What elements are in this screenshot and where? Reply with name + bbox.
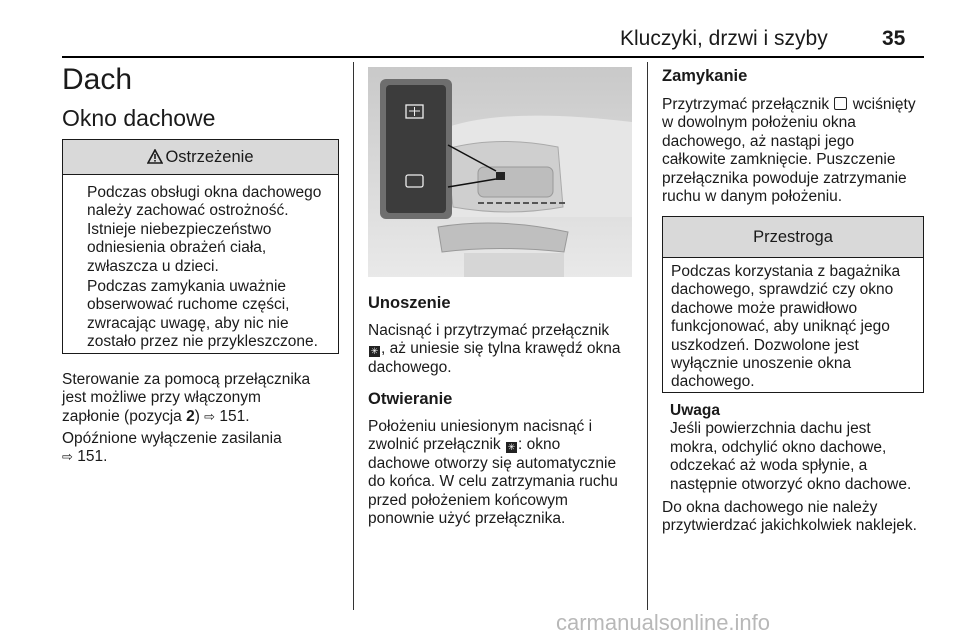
running-header-title: Kluczyki, drzwi i szyby <box>620 27 828 50</box>
text-line: Jeśli powierzchnia dachu jest <box>670 420 871 438</box>
note-block <box>670 402 911 494</box>
text-segment: zapłonie (pozycja <box>62 407 187 425</box>
warning-paragraph-2 <box>87 278 318 352</box>
text-line: przytwierdzać jakichkolwiek naklejek. <box>662 517 917 535</box>
text-line: należy zachować ostrożność. <box>87 202 289 220</box>
text-line <box>662 96 916 114</box>
text-line: Podczas obsługi okna dachowego <box>87 184 322 201</box>
text-line: odczekać aż woda spłynie, a <box>670 457 868 475</box>
text-line: dachowego. <box>671 373 755 391</box>
text-line: funkcjonować, aby uniknąć jego <box>671 318 890 336</box>
caution-box-header: Przestroga <box>663 217 923 258</box>
text-line: przed położeniem końcowym <box>368 491 568 509</box>
text-line: Istnieje niebezpieczeństwo <box>87 220 272 238</box>
warning-box <box>62 139 339 354</box>
section-heading: Dach <box>62 63 133 96</box>
paragraph-otwieranie <box>368 418 618 528</box>
body-paragraph-delayed-power <box>62 430 282 467</box>
text-line: dachowego, sprawdzić czy okno <box>671 281 894 299</box>
paragraph-unoszenie <box>368 322 621 377</box>
page-number: 35 <box>882 27 906 50</box>
sunroof-switch-illustration <box>368 67 632 277</box>
text-line: zwłaszcza u dzieci. <box>87 257 219 275</box>
page-reference-arrow-icon: ⇨ <box>62 449 73 465</box>
text-line: zwracając uwagę, aby nic nie <box>87 314 289 332</box>
text-line: Położeniu uniesionym nacisnąć i <box>368 418 593 435</box>
caution-box <box>662 216 924 393</box>
close-switch-icon <box>834 97 847 110</box>
text-line: obserwować ruchome części, <box>87 296 290 314</box>
heading-zamykanie: Zamykanie <box>662 67 748 85</box>
position-number: 2 <box>186 407 195 425</box>
text-line: do końca. W celu zatrzymania ruchu <box>368 473 618 491</box>
text-line <box>368 340 621 358</box>
text-line: w dowolnym położeniu okna <box>662 114 856 132</box>
open-switch-icon: ✳ <box>507 442 516 453</box>
page-reference-link[interactable]: 151. <box>72 448 108 466</box>
text-line: wyłącznie unoszenie okna <box>671 355 852 373</box>
text-line: ponownie użyć przełącznika. <box>368 510 566 528</box>
text-segment: , aż uniesie się tylna krawędź okna <box>381 340 621 358</box>
text-segment: : okno <box>517 436 561 454</box>
text-line: zostało przez nie przykleszczone. <box>87 333 318 351</box>
header-rule <box>62 56 924 58</box>
body-paragraph-ignition <box>62 371 310 426</box>
text-line: przełącznika powoduje zatrzymanie <box>662 169 907 187</box>
text-line <box>62 408 310 426</box>
warning-title: Ostrzeżenie <box>165 148 254 166</box>
text-line: Nacisnąć i przytrzymać przełącznik <box>368 322 610 339</box>
text-segment: ) <box>194 407 205 425</box>
text-line: następnie otworzyć okno dachowe. <box>670 475 912 493</box>
paragraph-stickers <box>662 499 917 536</box>
note-title: Uwaga <box>670 402 720 419</box>
warning-box-header <box>63 140 338 175</box>
text-segment: wciśnięty <box>848 96 916 113</box>
text-line: Podczas korzystania z bagażnika <box>671 263 901 280</box>
text-line: mokra, odchylić okno dachowe, <box>670 438 887 456</box>
text-line: ruchu w danym położeniu. <box>662 188 843 206</box>
text-line: dachowe otworzy się automatycznie <box>368 454 617 472</box>
text-line: całkowite zamknięcie. Puszczenie <box>662 151 896 169</box>
watermark: carmanualsonline.info <box>556 610 771 635</box>
column-divider-left <box>353 62 354 610</box>
text-line: Do okna dachowego nie należy <box>662 499 878 516</box>
text-segment: Przytrzymać przełącznik <box>662 96 834 113</box>
text-line <box>368 436 618 454</box>
text-line: dachowe może prawidłowo <box>671 299 858 317</box>
page-reference-arrow-icon: ⇨ <box>204 408 216 424</box>
warning-paragraph-1 <box>87 184 321 276</box>
text-line <box>62 448 282 466</box>
tilt-switch-icon: ✳ <box>370 346 379 357</box>
text-line: Opóźnione wyłączenie zasilania <box>62 430 282 447</box>
heading-otwieranie: Otwieranie <box>368 390 453 408</box>
text-line: odniesienia obrażeń ciała, <box>87 239 267 257</box>
warning-triangle-icon <box>147 142 163 176</box>
text-line: uszkodzeń. Dozwolone jest <box>671 336 859 354</box>
text-segment: zwolnić przełącznik <box>368 436 505 454</box>
text-line: dachowego, aż nastąpi jego <box>662 132 855 150</box>
text-line: Sterowanie za pomocą przełącznika <box>62 371 311 388</box>
heading-unoszenie: Unoszenie <box>368 294 451 312</box>
subsection-heading: Okno dachowe <box>62 105 216 131</box>
caution-paragraph <box>671 263 900 392</box>
paragraph-zamykanie <box>662 96 916 206</box>
text-line: dachowego. <box>368 358 452 376</box>
page-reference-link[interactable]: 151. <box>215 407 250 425</box>
text-line: Podczas zamykania uważnie <box>87 278 287 295</box>
text-line: jest możliwe przy włączonym <box>62 389 261 407</box>
column-divider-right <box>647 62 648 610</box>
